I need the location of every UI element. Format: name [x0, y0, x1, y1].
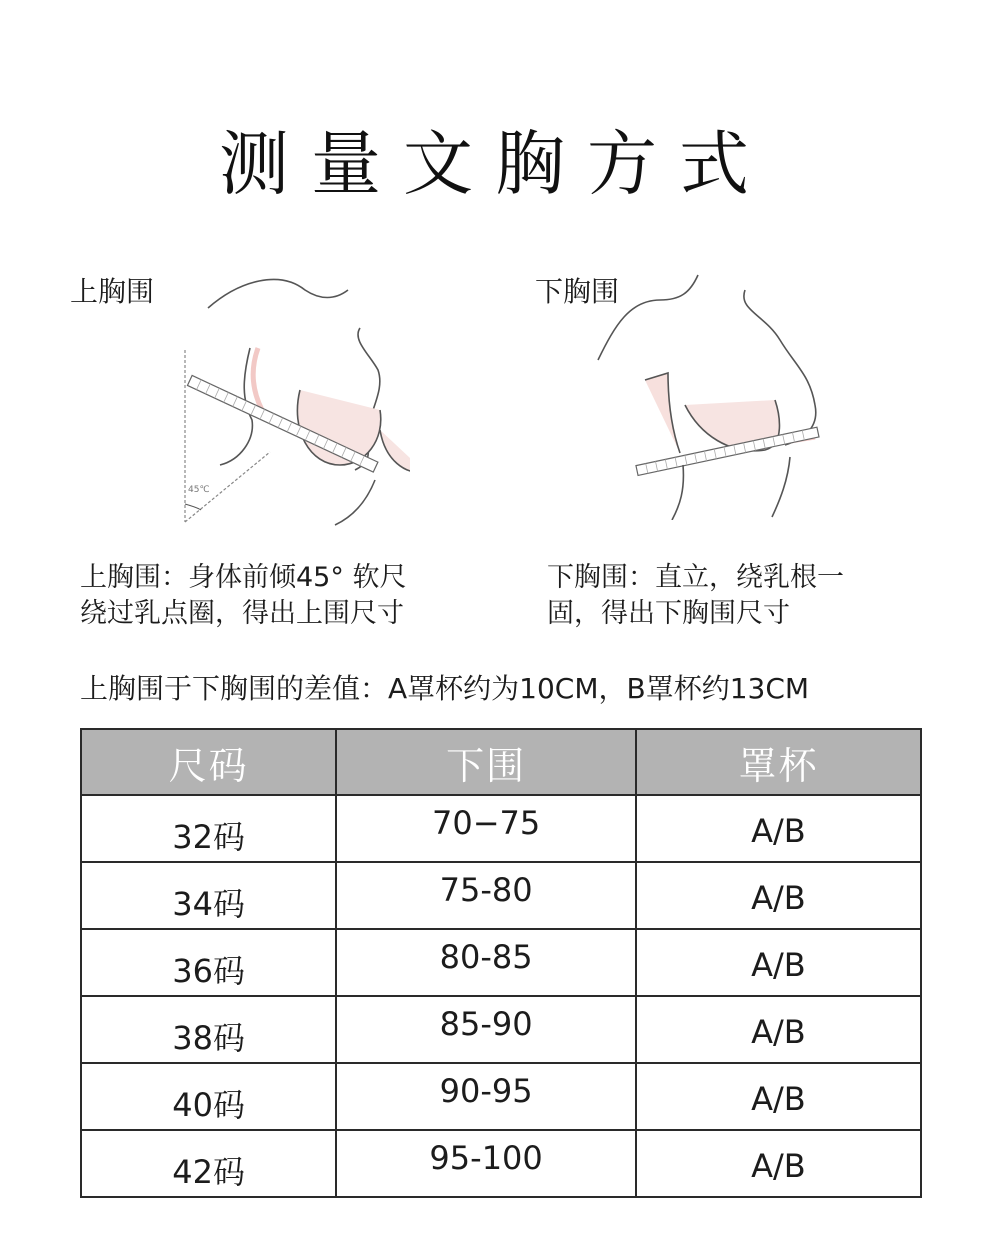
cup-cell: A/B	[636, 1130, 921, 1197]
table-row	[81, 996, 921, 1063]
table-row	[81, 1063, 921, 1130]
table-row	[81, 929, 921, 996]
header-size: 尺码	[81, 729, 336, 795]
angle-label: 45℃	[188, 485, 210, 495]
table-header-row	[81, 729, 921, 795]
cup-cell: A/B	[636, 862, 921, 929]
upper-bust-label: 上胸围	[70, 275, 155, 308]
underbust-cell: 80-85	[336, 929, 636, 996]
upper-bust-desc-line-2: 绕过乳点圈，得出上围尺寸	[80, 598, 404, 629]
under-bust-illustration	[590, 265, 830, 520]
underbust-cell: 85-90	[336, 996, 636, 1063]
under-bust-desc-line-2: 固，得出下胸围尺寸	[547, 598, 790, 629]
upper-bust-desc-line-1: 上胸围：身体前倾45° 软尺	[80, 562, 407, 593]
size-cell: 36码	[81, 929, 336, 996]
page-title: 测量文胸方式	[219, 123, 771, 205]
upper-bust-description	[80, 560, 406, 632]
table-row	[81, 795, 921, 862]
size-cell: 42码	[81, 1130, 336, 1197]
header-underbust: 下围	[336, 729, 636, 795]
underbust-cell: 90-95	[336, 1063, 636, 1130]
cup-cell: A/B	[636, 929, 921, 996]
header-cup: 罩杯	[636, 729, 921, 795]
cup-cell: A/B	[636, 795, 921, 862]
size-chart-table	[80, 728, 922, 1198]
under-bust-description	[547, 560, 844, 632]
cup-difference-note: 上胸围于下胸围的差值：A罩杯约为10CM，B罩杯约13CM	[80, 672, 810, 705]
cup-cell: A/B	[636, 1063, 921, 1130]
under-bust-label: 下胸围	[535, 275, 620, 308]
table-row	[81, 862, 921, 929]
under-bust-desc-line-1: 下胸围：直立，绕乳根一	[547, 562, 844, 593]
upper-bust-illustration	[170, 260, 410, 530]
size-cell: 38码	[81, 996, 336, 1063]
underbust-cell: 70−75	[336, 795, 636, 862]
underbust-cell: 75-80	[336, 862, 636, 929]
size-cell: 34码	[81, 862, 336, 929]
underbust-cell: 95-100	[336, 1130, 636, 1197]
size-cell: 32码	[81, 795, 336, 862]
cup-cell: A/B	[636, 996, 921, 1063]
table-row	[81, 1130, 921, 1197]
size-cell: 40码	[81, 1063, 336, 1130]
